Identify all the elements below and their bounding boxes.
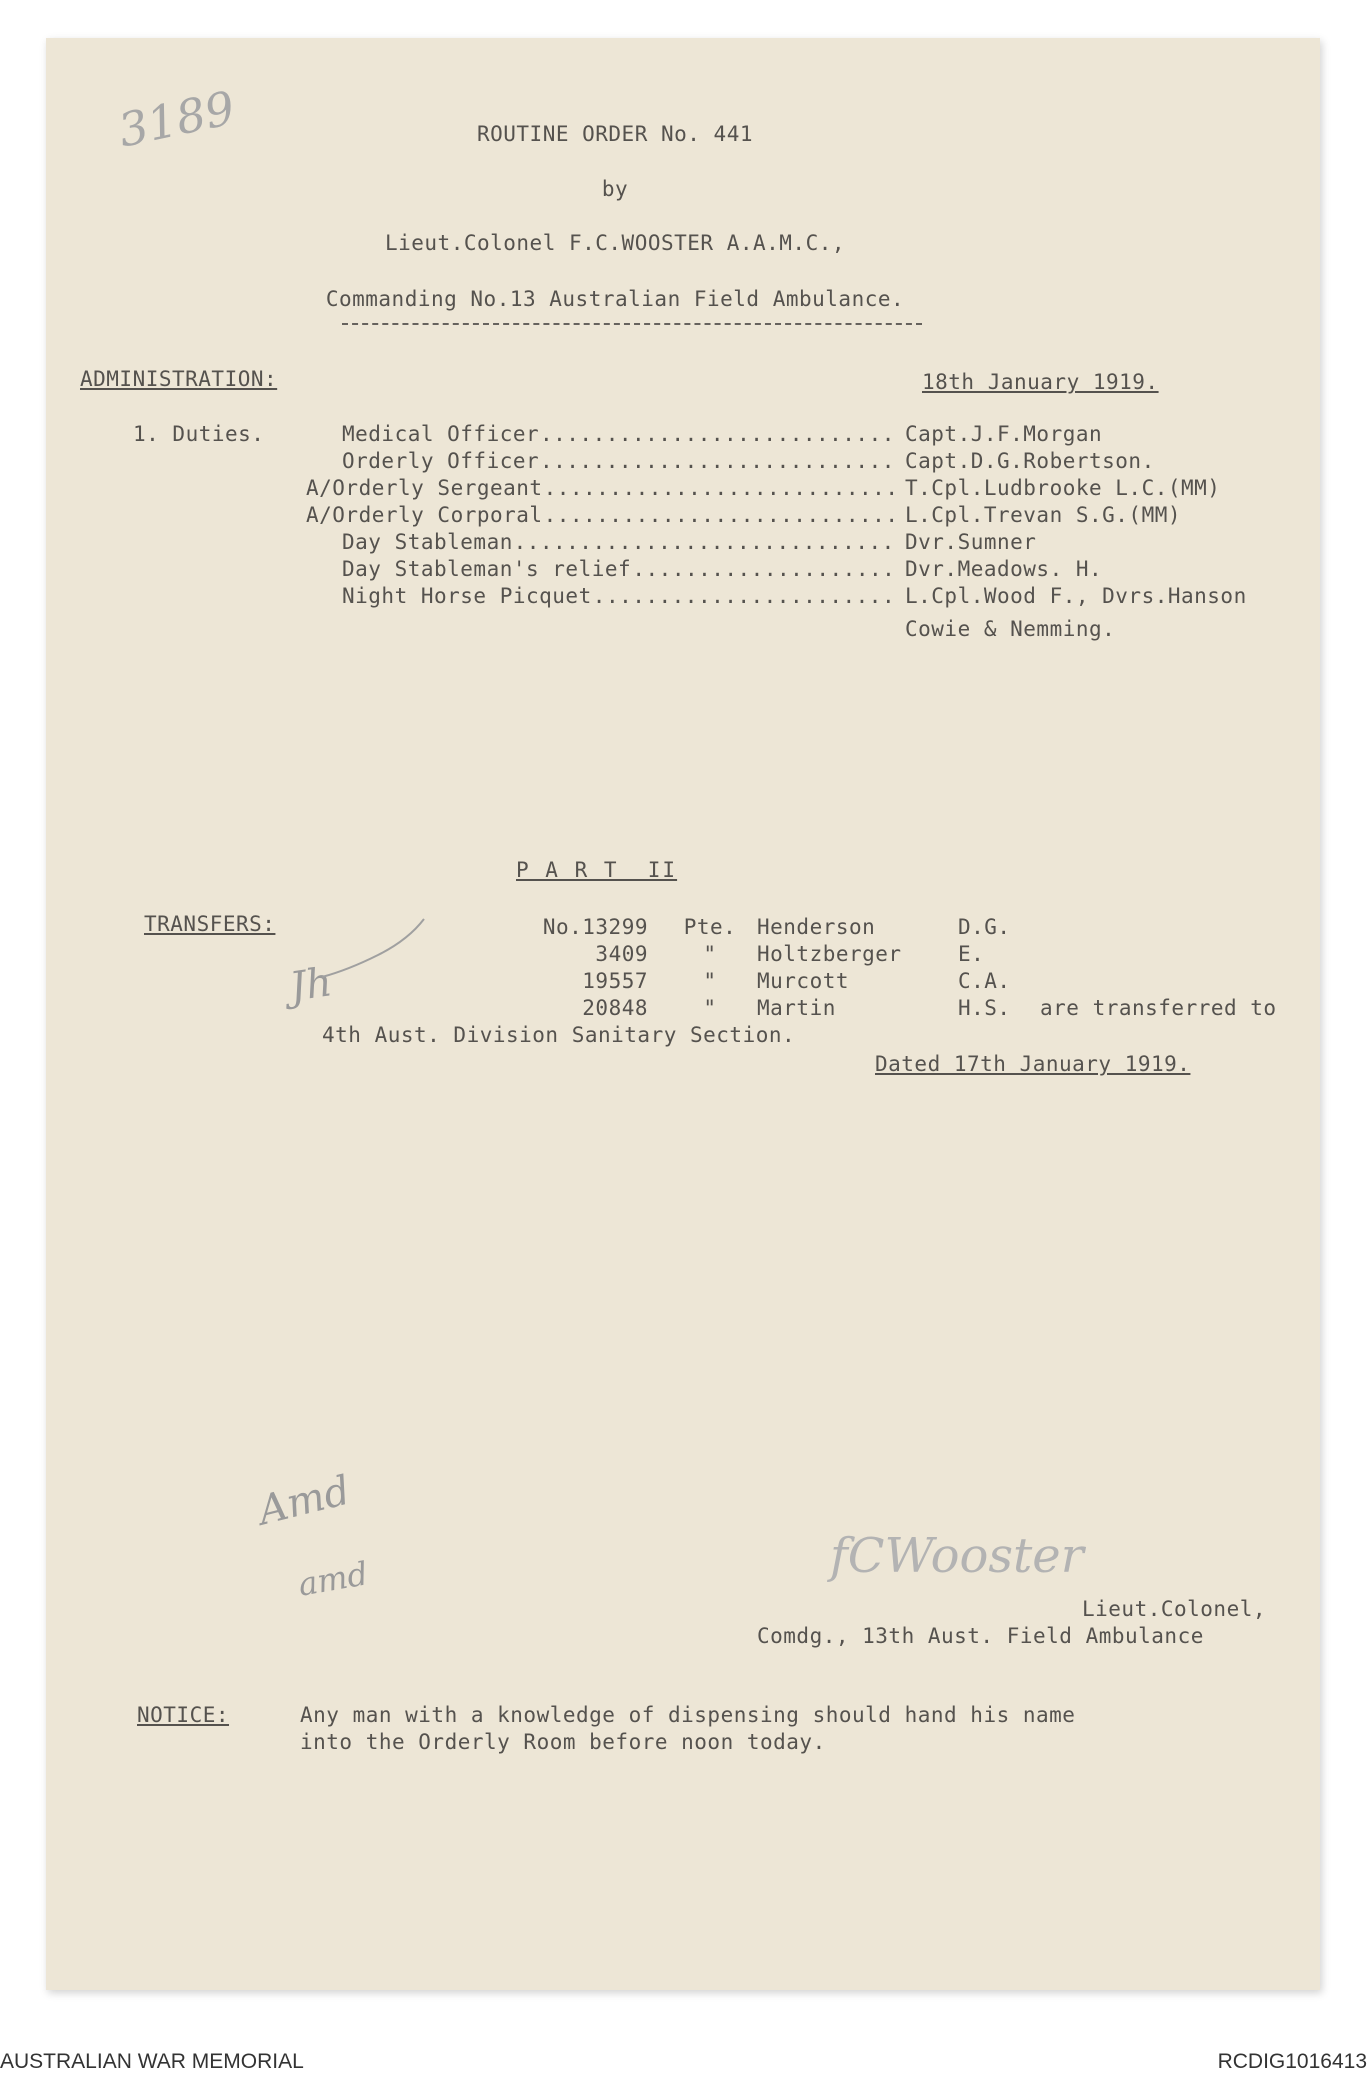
- duty-row: [0, 530, 1370, 556]
- footer-source: AUSTRALIAN WAR MEMORIAL: [0, 2050, 304, 2073]
- transfer-name: Martin: [757, 996, 836, 1020]
- order-by: by: [601, 177, 629, 201]
- transfer-name: Murcott: [757, 969, 850, 993]
- administration-date: 18th January 1919.: [922, 370, 1159, 394]
- administration-heading: ADMINISTRATION:: [80, 367, 278, 391]
- transfer-initials: E.: [958, 942, 985, 966]
- signatory-rank: Lieut.Colonel,: [1082, 1597, 1267, 1621]
- handwritten-initials: Jh: [287, 959, 335, 1011]
- duty-row: [0, 503, 1370, 529]
- handwritten-signature: fCWooster: [830, 1528, 1084, 1584]
- transfer-name: Henderson: [757, 915, 876, 939]
- duty-leader-dots: ...........................: [540, 449, 895, 473]
- transfer-rank: ": [703, 942, 717, 966]
- transfer-number: No.13299: [542, 915, 648, 939]
- duties-label: 1. Duties.: [133, 422, 265, 446]
- duty-role: Night Horse Picquet: [342, 584, 592, 608]
- transfer-number: 19557: [582, 969, 648, 993]
- duty-row: [0, 584, 1370, 610]
- commanding-officer: Lieut.Colonel F.C.WOOSTER A.A.M.C.,: [384, 231, 845, 255]
- duty-assignee: T.Cpl.Ludbrooke L.C.(MM): [905, 476, 1221, 500]
- duty-role: Orderly Officer: [342, 449, 540, 473]
- transfer-initials: H.S.: [958, 996, 1011, 1020]
- duty-assignee: Dvr.Sumner: [905, 530, 1037, 554]
- transfer-rank: ": [703, 969, 717, 993]
- duty-assignee: L.Cpl.Wood F., Dvrs.Hanson: [905, 584, 1247, 608]
- notice-line-2: into the Orderly Room before noon today.: [300, 1730, 826, 1754]
- header-divider: [342, 323, 922, 325]
- handwritten-reference: 3189: [113, 80, 240, 158]
- handwritten-amd-sub: amd: [295, 1554, 371, 1604]
- part-two-heading: P A R T II: [516, 858, 678, 882]
- duty-row: [0, 422, 1370, 448]
- duty-role: A/Orderly Sergeant: [306, 476, 543, 500]
- transfer-number: 3409: [595, 942, 648, 966]
- handwritten-amd: Amd: [253, 1467, 355, 1535]
- duty-role: Day Stableman: [342, 530, 513, 554]
- transfer-number: 20848: [582, 996, 648, 1020]
- duty-row: [0, 476, 1370, 502]
- transfer-initials: D.G.: [958, 915, 1011, 939]
- duty-role: Medical Officer: [342, 422, 540, 446]
- transfer-rank: ": [703, 996, 717, 1020]
- transfers-heading: TRANSFERS:: [144, 912, 276, 936]
- duty-leader-dots: ...........................: [543, 476, 899, 500]
- footer-identifier: RCDIG1016413: [1217, 2050, 1367, 2073]
- duty-continuation: Cowie & Nemming.: [905, 617, 1116, 641]
- duty-assignee: Capt.D.G.Robertson.: [905, 449, 1155, 473]
- signatory-command: Comdg., 13th Aust. Field Ambulance: [757, 1624, 1204, 1648]
- duty-assignee: Dvr.Meadows. H.: [905, 557, 1103, 581]
- duty-row: [0, 449, 1370, 475]
- duty-leader-dots: ....................: [632, 557, 896, 581]
- pencil-tick-mark: [318, 915, 428, 985]
- duty-assignee: Capt.J.F.Morgan: [905, 422, 1103, 446]
- transfer-dated: Dated 17th January 1919.: [875, 1052, 1191, 1076]
- transfer-destination: 4th Aust. Division Sanitary Section.: [322, 1023, 796, 1047]
- notice-line-1: Any man with a knowledge of dispensing should hand his name: [300, 1703, 1076, 1727]
- order-title: ROUTINE ORDER No. 441: [476, 122, 753, 146]
- transfer-name: Holtzberger: [757, 942, 902, 966]
- duty-leader-dots: ...........................: [543, 503, 899, 527]
- duty-leader-dots: ...........................: [540, 422, 895, 446]
- duty-role: A/Orderly Corporal: [306, 503, 543, 527]
- duty-row: [0, 557, 1370, 583]
- duty-role: Day Stableman's relief: [342, 557, 632, 581]
- unit-name: Commanding No.13 Australian Field Ambulance.: [325, 287, 905, 311]
- duty-leader-dots: .............................: [513, 530, 895, 554]
- duty-leader-dots: .......................: [592, 584, 896, 608]
- transfer-suffix: are transferred to: [1040, 996, 1277, 1020]
- transfer-rank: Pte.: [683, 915, 737, 939]
- duty-assignee: L.Cpl.Trevan S.G.(MM): [905, 503, 1182, 527]
- transfer-initials: C.A.: [958, 969, 1011, 993]
- notice-label: NOTICE:: [137, 1703, 230, 1727]
